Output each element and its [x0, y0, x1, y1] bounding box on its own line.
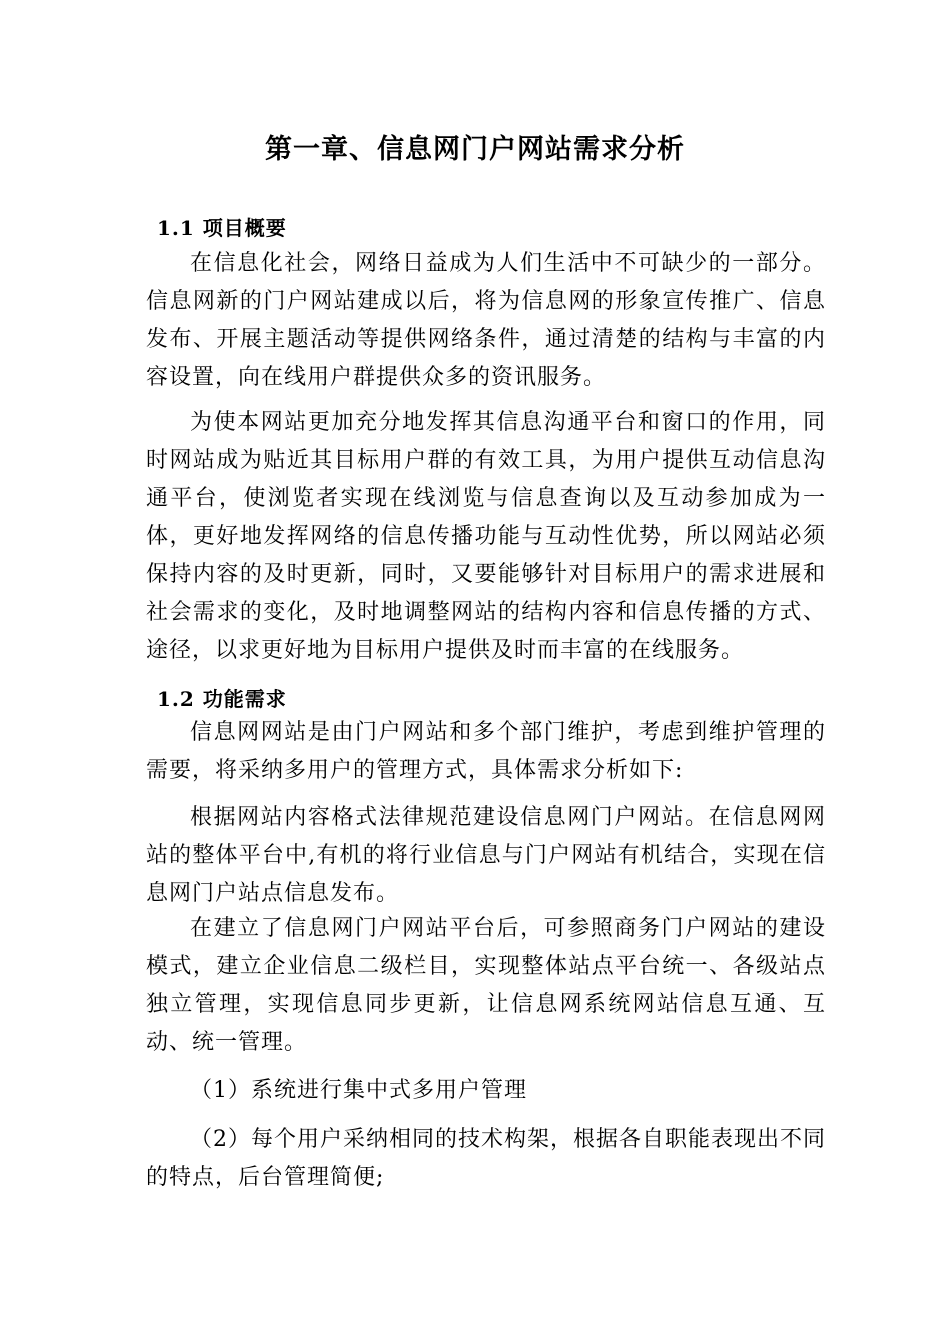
paragraph-requirements-3: 在建立了信息网门户网站平台后，可参照商务门户网站的建设模式，建立企业信息二级栏目，实现整体站点平台统一、各级站点独立管理，实现信息同步更新，让信息网系统网站信息互通、互动、统一管理。	[146, 916, 826, 1055]
paragraph-requirements-2: 根据网站内容格式法律规范建设信息网门户网站。在信息网网站的整体平台中,有机的将行业信息与门户网站有机结合，实现在信息网门户站点信息发布。	[146, 805, 826, 906]
list-item-2: （2）每个用户采纳相同的技术构架，根据各自职能表现出不同的特点，后台管理简便;	[146, 1127, 826, 1190]
section-heading-requirements: 1.2 功能需求	[157, 687, 287, 711]
paragraph-overview-2: 为使本网站更加充分地发挥其信息沟通平台和窗口的作用，同时网站成为贴近其目标用户群的有效工具，为用户提供互动信息沟通平台，使浏览者实现在线浏览与信息查询以及互动参加成为一体，更好地发挥网络的信息传播功能与互动性优势，所以网站必须保持内容的及时更新，同时，又要能够针对目标用户的需求进展和社会需求的变化，及时地调整网站的结构内容和信息传播的方式、途径，以求更好地为目标用户提供及时而丰富的在线服务。	[146, 410, 826, 663]
paragraph-overview-1: 在信息化社会，网络日益成为人们生活中不可缺少的一部分。信息网新的门户网站建成以后，将为信息网的形象宣传推广、信息发布、开展主题活动等提供网络条件，通过清楚的结构与丰富的内容设置，向在线用户群提供众多的资讯服务。	[146, 251, 826, 390]
list-item-1: （1）系统进行集中式多用户管理	[190, 1078, 527, 1103]
section-heading-overview: 1.1 项目概要	[157, 216, 287, 240]
chapter-title: 第一章、信息网门户网站需求分析	[265, 134, 685, 165]
paragraph-requirements-1: 信息网网站是由门户网站和多个部门维护，考虑到维护管理的需要，将采纳多用户的管理方式，具体需求分析如下:	[146, 720, 826, 783]
